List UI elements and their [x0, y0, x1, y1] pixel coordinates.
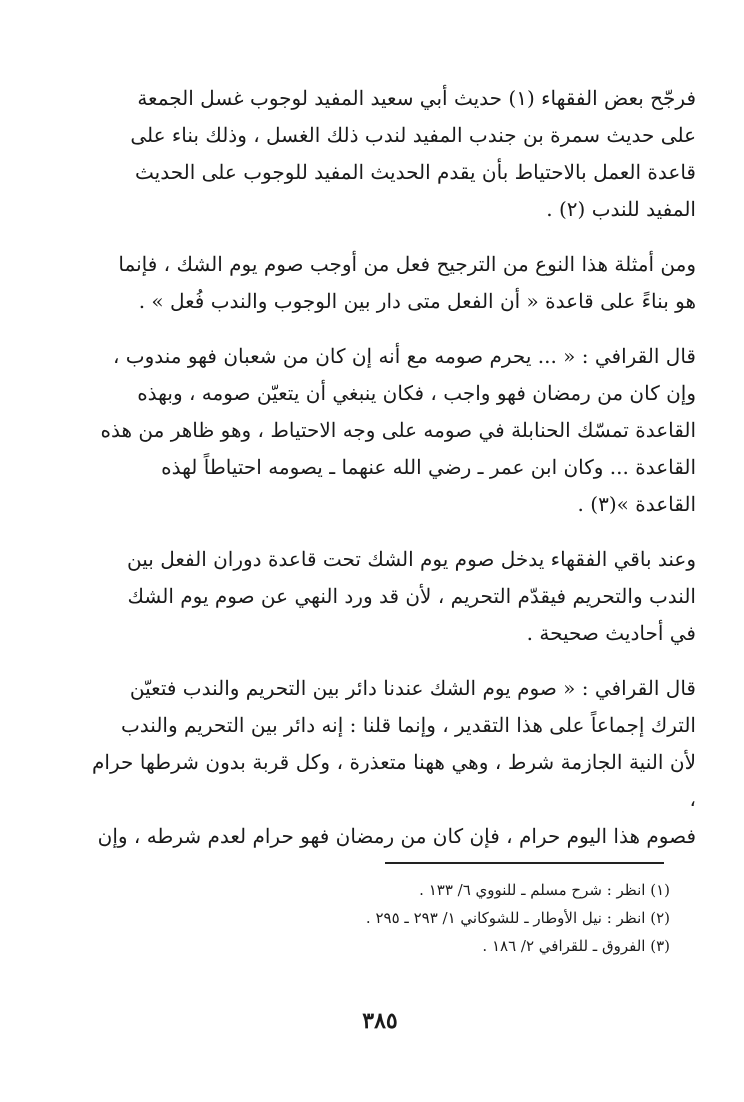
paragraph-3	[92, 338, 696, 523]
footnote-3: (٣) الفروق ـ للقرافي ٢/ ١٨٦ .	[482, 937, 670, 955]
text-line: الترك إجماعاً على هذا التقدير ، وإنما قلنا : إنه دائر بين التحريم والندب	[120, 713, 696, 737]
text-line: وعند باقي الفقهاء يدخل صوم يوم الشك تحت قاعدة دوران الفعل بين	[127, 547, 696, 571]
text-line: على حديث سمرة بن جندب المفيد لندب ذلك الغسل ، وذلك بناء على	[130, 123, 696, 147]
text-line: فصوم هذا اليوم حرام ، فإن كان من رمضان فهو حرام لعدم شرطه ، وإن	[97, 824, 696, 848]
text-line: القاعدة ... وكان ابن عمر ـ رضي الله عنهما ـ يصومه احتياطاً لهذه	[161, 455, 696, 479]
text-line: هو بناءً على قاعدة « أن الفعل متى دار بين الوجوب والندب فُعل » .	[138, 289, 696, 313]
text-line: ومن أمثلة هذا النوع من الترجيح فعل من أوجب صوم يوم الشك ، فإنما	[118, 252, 696, 276]
text-line: فرجّح بعض الفقهاء (١) حديث أبي سعيد المفيد لوجوب غسل الجمعة	[137, 86, 696, 110]
page-number: ٣٨٥	[362, 1008, 398, 1034]
paragraph-5	[92, 670, 696, 855]
footnote-2: (٢) انظر : نيل الأوطار ـ للشوكاني ١/ ٢٩٣ ـ ٢٩٥ .	[365, 909, 670, 927]
paragraph-1	[92, 80, 696, 228]
footnotes	[200, 876, 670, 960]
paragraph-2	[92, 246, 696, 320]
text-line: قال القرافي : « ... يحرم صومه مع أنه إن كان من شعبان فهو مندوب ،	[112, 344, 696, 368]
text-line: الندب والتحريم فيقدّم التحريم ، لأن قد ورد النهي عن صوم يوم الشك	[127, 584, 696, 608]
text-line: وإن كان من رمضان فهو واجب ، فكان ينبغي أن يتعيّن صومه ، وبهذه	[137, 381, 696, 405]
text-line: لأن النية الجازمة شرط ، وهي ههنا متعذرة ، وكل قربة بدون شرطها حرام ،	[92, 750, 696, 811]
paragraph-4	[92, 541, 696, 652]
main-text	[92, 80, 696, 873]
footnote-divider	[385, 862, 664, 864]
text-line: قاعدة العمل بالاحتياط بأن يقدم الحديث المفيد للوجوب على الحديث	[135, 160, 696, 184]
text-line: القاعدة تمسّك الحنابلة في صومه على وجه الاحتياط ، وهو ظاهر من هذه	[100, 418, 696, 442]
text-line: في أحاديث صحيحة .	[526, 621, 696, 645]
text-line: قال القرافي : « صوم يوم الشك عندنا دائر بين التحريم والندب فتعيّن	[129, 676, 696, 700]
text-line: المفيد للندب (٢) .	[546, 197, 696, 221]
text-line: القاعدة »(٣) .	[577, 492, 696, 516]
footnote-1: (١) انظر : شرح مسلم ـ للنووي ٦/ ١٣٣ .	[419, 881, 670, 899]
